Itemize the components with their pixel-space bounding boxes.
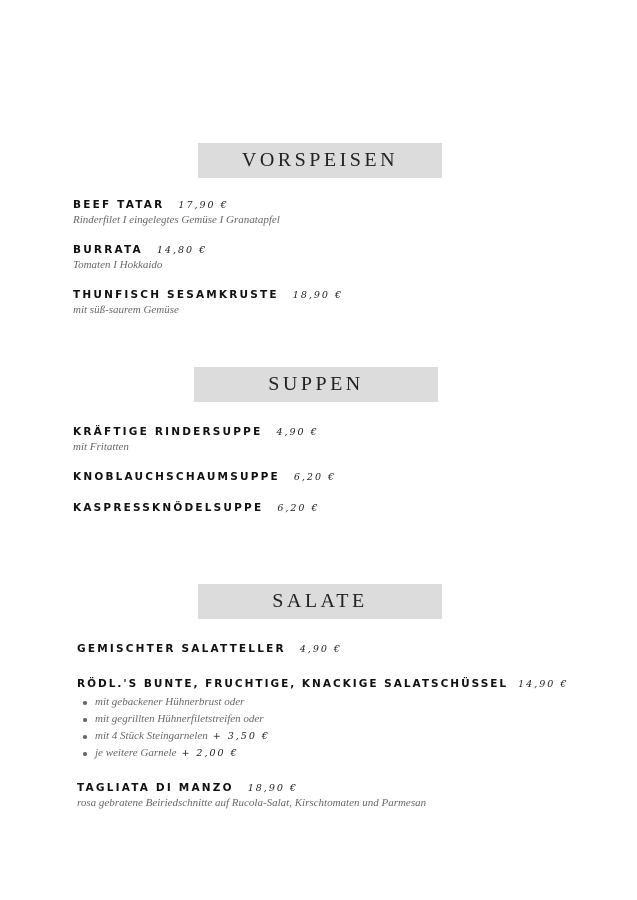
item-name: KASPRESSKNÖDELSUPPE (73, 502, 264, 514)
menu-item-kaspressknoedelsuppe (73, 502, 320, 514)
list-item (77, 711, 568, 728)
item-price: 18,90 € (292, 290, 344, 301)
item-name: KNOBLAUCHSCHAUMSUPPE (73, 471, 280, 483)
bullet-icon (83, 718, 87, 722)
item-description: mit süß-saurem Gemüse (73, 304, 179, 316)
option-text: mit gebackener Hühnerbrust oder (95, 696, 245, 708)
option-surcharge: + 2,00 € (181, 748, 239, 759)
menu-item-gemischter-salatteller (77, 643, 342, 655)
item-price: 14,80 € (156, 245, 208, 256)
menu-item-rindersuppe (73, 426, 319, 453)
item-price: 6,20 € (277, 503, 320, 514)
item-description: Rinderfilet I eingelegtes Gemüse I Granatapfel (73, 214, 280, 226)
section-header-vorspeisen (198, 143, 442, 178)
item-price: 6,20 € (293, 472, 337, 483)
item-description: Tomaten I Hokkaido (73, 259, 163, 271)
item-name: KRÄFTIGE RINDERSUPPE (73, 426, 263, 438)
item-price: 4,90 € (276, 427, 319, 438)
menu-item-burrata (73, 244, 207, 271)
item-name: TAGLIATA DI MANZO (77, 782, 234, 794)
option-text: mit 4 Stück Steingarnelen (95, 730, 208, 742)
option-text: mit gegrillten Hühnerfiletstreifen oder (95, 713, 264, 725)
item-name: GEMISCHTER SALATTELLER (77, 643, 286, 655)
item-description: rosa gebratene Beiriedschnitte auf Rucola-Salat, Kirschtomaten und Parmesan (77, 797, 427, 809)
bullet-icon (83, 735, 87, 739)
item-name: THUNFISCH SESAMKRUSTE (73, 289, 279, 301)
section-title: SALATE (272, 590, 368, 612)
item-name: RÖDL.'S BUNTE, FRUCHTIGE, KNACKIGE SALATSCHÜSSEL (77, 678, 509, 690)
list-item (77, 728, 568, 745)
item-description: mit Fritatten (73, 441, 129, 453)
option-surcharge: + 3,50 € (212, 731, 270, 742)
menu-item-thunfisch (73, 289, 343, 316)
list-item (77, 694, 568, 711)
item-price: 14,90 € (518, 679, 569, 690)
bullet-icon (83, 752, 87, 756)
item-name: BURRATA (73, 244, 143, 256)
item-price: 4,90 € (299, 644, 342, 655)
menu-item-tagliata-di-manzo (77, 782, 426, 809)
section-header-suppen (194, 367, 438, 402)
item-price: 18,90 € (247, 783, 298, 794)
option-text: je weitere Garnele (95, 747, 177, 759)
option-list (77, 694, 568, 762)
bullet-icon (83, 701, 87, 705)
list-item (77, 745, 568, 762)
menu-item-beef-tatar (73, 199, 280, 226)
menu-item-salatschuessel (77, 678, 568, 762)
menu-item-knoblauchschaumsuppe (73, 471, 336, 483)
section-title: SUPPEN (268, 373, 364, 395)
item-name: BEEF TATAR (73, 199, 165, 211)
section-header-salate (198, 584, 442, 619)
item-price: 17,90 € (178, 200, 229, 211)
section-title: VORSPEISEN (241, 149, 399, 171)
